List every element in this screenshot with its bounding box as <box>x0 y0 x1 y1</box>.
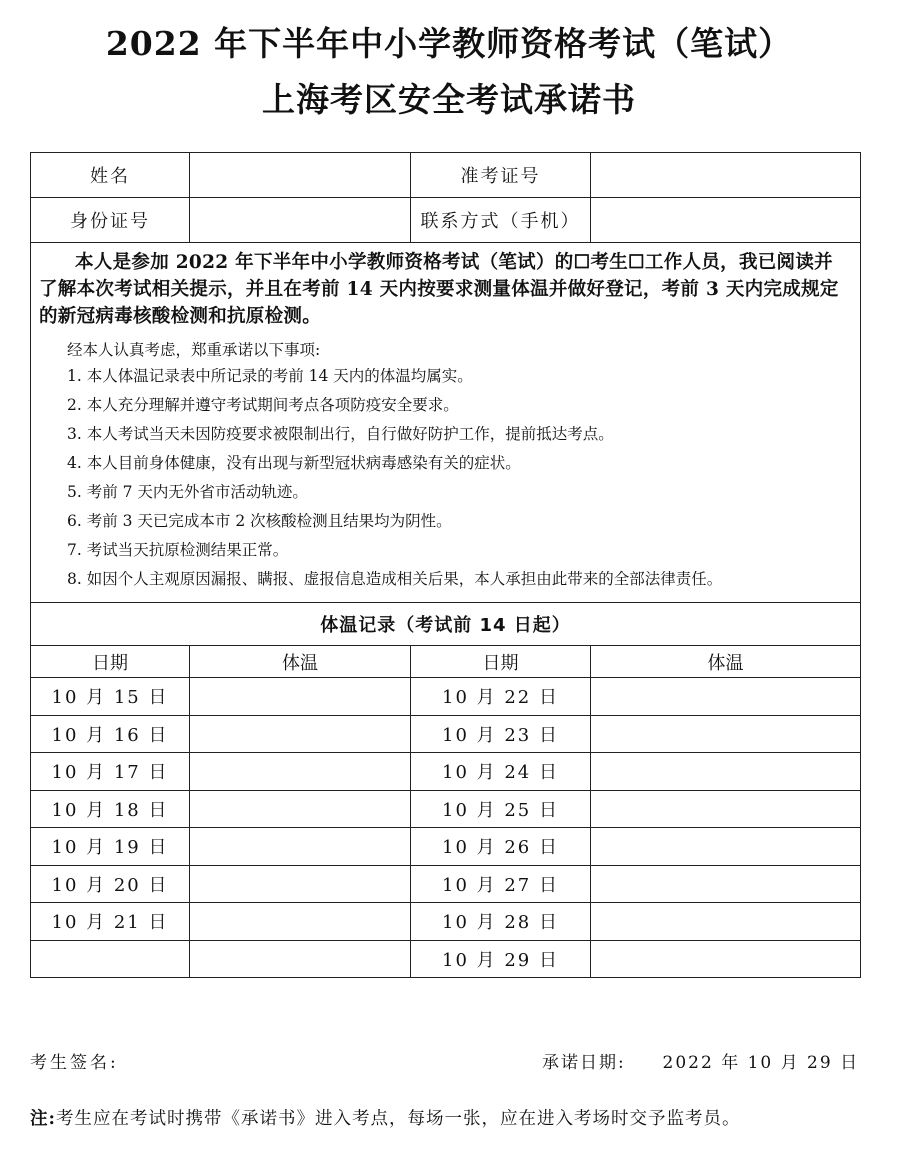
temperature-record-title: 体温记录（考试前 14 日起） <box>31 603 861 646</box>
temperature-cell[interactable] <box>190 790 411 828</box>
date-cell: 10 月 26 日 <box>411 828 591 866</box>
temperature-cell[interactable] <box>190 940 411 978</box>
document-title-line2: 上海考区安全考试承诺书 <box>262 80 636 119</box>
date-cell: 10 月 23 日 <box>411 715 591 753</box>
pledge-date-label: 承诺日期: <box>542 1053 626 1073</box>
date-column-header: 日期 <box>31 646 190 678</box>
pledge-item: 6. 考前 3 天已完成本市 2 次核酸检测且结果均为阴性。 <box>67 512 452 530</box>
date-cell: 10 月 17 日 <box>31 753 190 791</box>
ticket-number-field[interactable] <box>591 153 861 198</box>
pledge-lead: 经本人认真考虑，郑重承诺以下事项: <box>67 341 321 359</box>
temperature-cell[interactable] <box>190 903 411 941</box>
date-cell: 10 月 27 日 <box>411 865 591 903</box>
pledge-item: 4. 本人目前身体健康，没有出现与新型冠状病毒感染有关的症状。 <box>67 454 521 472</box>
id-number-label: 身份证号 <box>31 198 190 243</box>
temperature-cell[interactable] <box>591 678 861 716</box>
pledge-item: 2. 本人充分理解并遵守考试期间考点各项防疫安全要求。 <box>67 396 459 414</box>
temperature-cell[interactable] <box>591 940 861 978</box>
temperature-cell[interactable] <box>190 828 411 866</box>
date-cell: 10 月 29 日 <box>411 940 591 978</box>
name-label: 姓名 <box>31 153 190 198</box>
date-cell: 10 月 18 日 <box>31 790 190 828</box>
temperature-row <box>31 790 861 828</box>
pledge-item: 8. 如因个人主观原因漏报、瞒报、虚报信息造成相关后果，本人承担由此带来的全部法律责任。 <box>67 570 723 588</box>
contact-field[interactable] <box>591 198 861 243</box>
id-number-field[interactable] <box>190 198 411 243</box>
date-cell: 10 月 24 日 <box>411 753 591 791</box>
temperature-cell[interactable] <box>190 753 411 791</box>
temperature-cell[interactable] <box>591 790 861 828</box>
temperature-cell[interactable] <box>591 828 861 866</box>
pledge-section <box>31 243 861 603</box>
pledge-intro: 本人是参加 2022 年下半年中小学教师资格考试（笔试）的☐考生☐工作人员，我已阅读并了解本次考试相关提示，并且在考前 14 天内按要求测量体温并做好登记，考前 3 天内完成规定的新冠病毒核酸检测和抗原检测。 <box>39 252 839 327</box>
temperature-cell[interactable] <box>591 903 861 941</box>
temperature-cell[interactable] <box>591 753 861 791</box>
date-cell: 10 月 19 日 <box>31 828 190 866</box>
note-text: 考生应在考试时携带《承诺书》进入考点，每场一张，应在进入考场时交予监考员。 <box>55 1109 741 1129</box>
contact-label: 联系方式（手机） <box>411 198 591 243</box>
temperature-cell[interactable] <box>591 715 861 753</box>
temperature-row <box>31 753 861 791</box>
pledge-item: 3. 本人考试当天未因防疫要求被限制出行，自行做好防护工作，提前抵达考点。 <box>67 425 614 443</box>
date-cell: 10 月 16 日 <box>31 715 190 753</box>
temperature-cell[interactable] <box>190 865 411 903</box>
date-cell: 10 月 21 日 <box>31 903 190 941</box>
date-cell: 10 月 15 日 <box>31 678 190 716</box>
date-cell: 10 月 22 日 <box>411 678 591 716</box>
temperature-rows <box>31 678 861 978</box>
temperature-column-header: 体温 <box>190 646 411 678</box>
document-title-line1: 2022 年下半年中小学教师资格考试（笔试） <box>105 24 793 63</box>
date-cell: 10 月 20 日 <box>31 865 190 903</box>
date-cell: 10 月 25 日 <box>411 790 591 828</box>
pledge-date <box>542 1048 859 1073</box>
date-cell <box>31 940 190 978</box>
date-column-header: 日期 <box>411 646 591 678</box>
temperature-row <box>31 865 861 903</box>
pledge-date-value: 2022 年 10 月 29 日 <box>662 1053 860 1073</box>
note <box>30 1105 740 1130</box>
temperature-row <box>31 940 861 978</box>
temperature-cell[interactable] <box>591 865 861 903</box>
pledge-item: 1. 本人体温记录表中所记录的考前 14 天内的体温均属实。 <box>67 367 473 385</box>
temperature-row <box>31 715 861 753</box>
pledge-form-table <box>30 152 861 978</box>
temperature-cell[interactable] <box>190 678 411 716</box>
temperature-row <box>31 903 861 941</box>
signature-label: 考生签名: <box>30 1053 119 1073</box>
note-label: 注: <box>30 1109 56 1129</box>
temperature-column-header: 体温 <box>591 646 861 678</box>
temperature-cell[interactable] <box>190 715 411 753</box>
date-cell: 10 月 28 日 <box>411 903 591 941</box>
pledge-item: 7. 考试当天抗原检测结果正常。 <box>67 541 289 559</box>
name-field[interactable] <box>190 153 411 198</box>
pledge-items-list <box>39 362 850 594</box>
temperature-row <box>31 828 861 866</box>
pledge-item: 5. 考前 7 天内无外省市活动轨迹。 <box>67 483 308 501</box>
temperature-row <box>31 678 861 716</box>
ticket-number-label: 准考证号 <box>411 153 591 198</box>
